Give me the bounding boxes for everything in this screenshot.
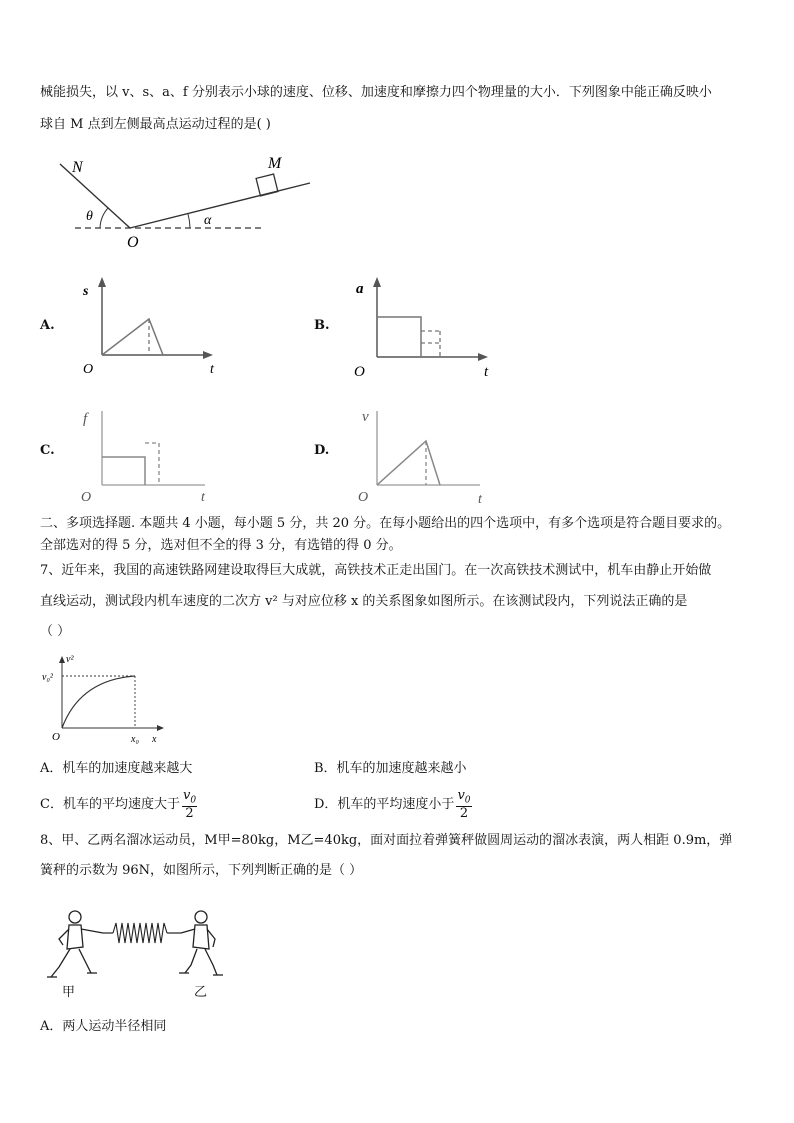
label-O: O	[127, 234, 139, 251]
label-jia: 甲	[62, 985, 76, 1000]
q7-v2-x-graph	[40, 652, 170, 744]
q7-option-d-fraction: $\frac{v_0}{2}$	[457, 788, 471, 822]
label-alpha: α	[204, 213, 212, 228]
option-a-y-label: s	[83, 284, 89, 299]
q7-option-d	[314, 789, 472, 821]
section2-line2: 全部选对的得 5 分，选对但不全的得 3 分，有选错的得 0 分。	[40, 538, 402, 553]
option-a-label: A.	[40, 318, 55, 333]
section2-line1: 二、多项选择题. 本题共 4 小题，每小题 5 分，共 20 分。在每小题给出的四个选项中，有多个选项是符合题目要求的。	[40, 516, 731, 531]
q7-stem-line1: 7、近年来，我国的高速铁路网建设取得巨大成就，高铁技术正走出国门。在一次高铁技术测试中，机车由静止开始做	[40, 563, 712, 578]
option-a-graph	[75, 275, 220, 375]
q7-graph-x-label: x	[152, 734, 157, 745]
q7-option-c-text: C．机车的平均速度大于	[40, 797, 180, 813]
incline-figure	[50, 150, 320, 250]
q7-option-d-text: D．机车的平均速度小于	[314, 797, 455, 813]
label-theta: θ	[86, 209, 93, 224]
option-c-x-label: t	[201, 490, 205, 505]
q8-stem-line2: 簧秤的示数为 96N，如图所示，下列判断正确的是（ ）	[40, 863, 363, 878]
option-d-y-label: v	[362, 409, 369, 425]
option-b-y-label: a	[356, 281, 364, 297]
option-c-label: C.	[40, 443, 55, 458]
option-c-graph	[75, 405, 220, 505]
label-M: M	[268, 155, 282, 172]
option-b-x-label: t	[484, 364, 489, 380]
option-d-origin: O	[358, 490, 369, 505]
q7-option-c	[40, 789, 197, 821]
option-a-x-label: t	[210, 362, 214, 377]
option-d-graph	[350, 405, 495, 505]
q6-stem-line1: 械能损失，以 v、s、a、f 分别表示小球的速度、位移、加速度和摩擦力四个物理量的大小．下列图象中能正确反映小	[40, 85, 712, 100]
label-yi: 乙	[194, 985, 208, 1000]
q7-graph-x-tick: x₀	[131, 734, 139, 745]
q7-option-b: B．机车的加速度越来越小	[314, 761, 467, 776]
label-N: N	[72, 159, 83, 176]
q6-stem-line2: 球自 M 点到左侧最高点运动过程的是( )	[40, 117, 271, 132]
option-d-x-label: t	[478, 492, 482, 507]
q7-stem-line2: 直线运动，测试段内机车速度的二次方 v² 与对应位移 x 的关系图象如图所示。在该测试段内，下列说法正确的是	[40, 594, 688, 609]
option-c-y-label: f	[83, 411, 88, 427]
q8-option-a: A．两人运动半径相同	[40, 1019, 167, 1034]
q7-graph-y-label: v²	[66, 654, 74, 665]
option-c-origin: O	[81, 490, 92, 505]
option-b-label: B.	[314, 318, 330, 333]
q7-graph-origin: O	[52, 731, 60, 743]
q7-option-a: A．机车的加速度越来越大	[40, 761, 193, 776]
q7-stem-line3: （ ）	[40, 624, 71, 639]
q8-stem-line1: 8、甲、乙两名溜冰运动员，M甲=80kg，M乙=40kg，面对面拉着弹簧秤做圆周运动的溜冰表演，两人相距 0.9m，弹	[40, 833, 733, 848]
option-a-origin: O	[83, 362, 94, 377]
q7-graph-y-tick: v₀²	[42, 672, 53, 683]
option-d-label: D.	[314, 443, 330, 458]
option-b-origin: O	[354, 364, 365, 380]
option-b-graph	[350, 275, 495, 380]
q7-option-c-fraction: $\frac{v_0}{2}$	[182, 788, 197, 822]
